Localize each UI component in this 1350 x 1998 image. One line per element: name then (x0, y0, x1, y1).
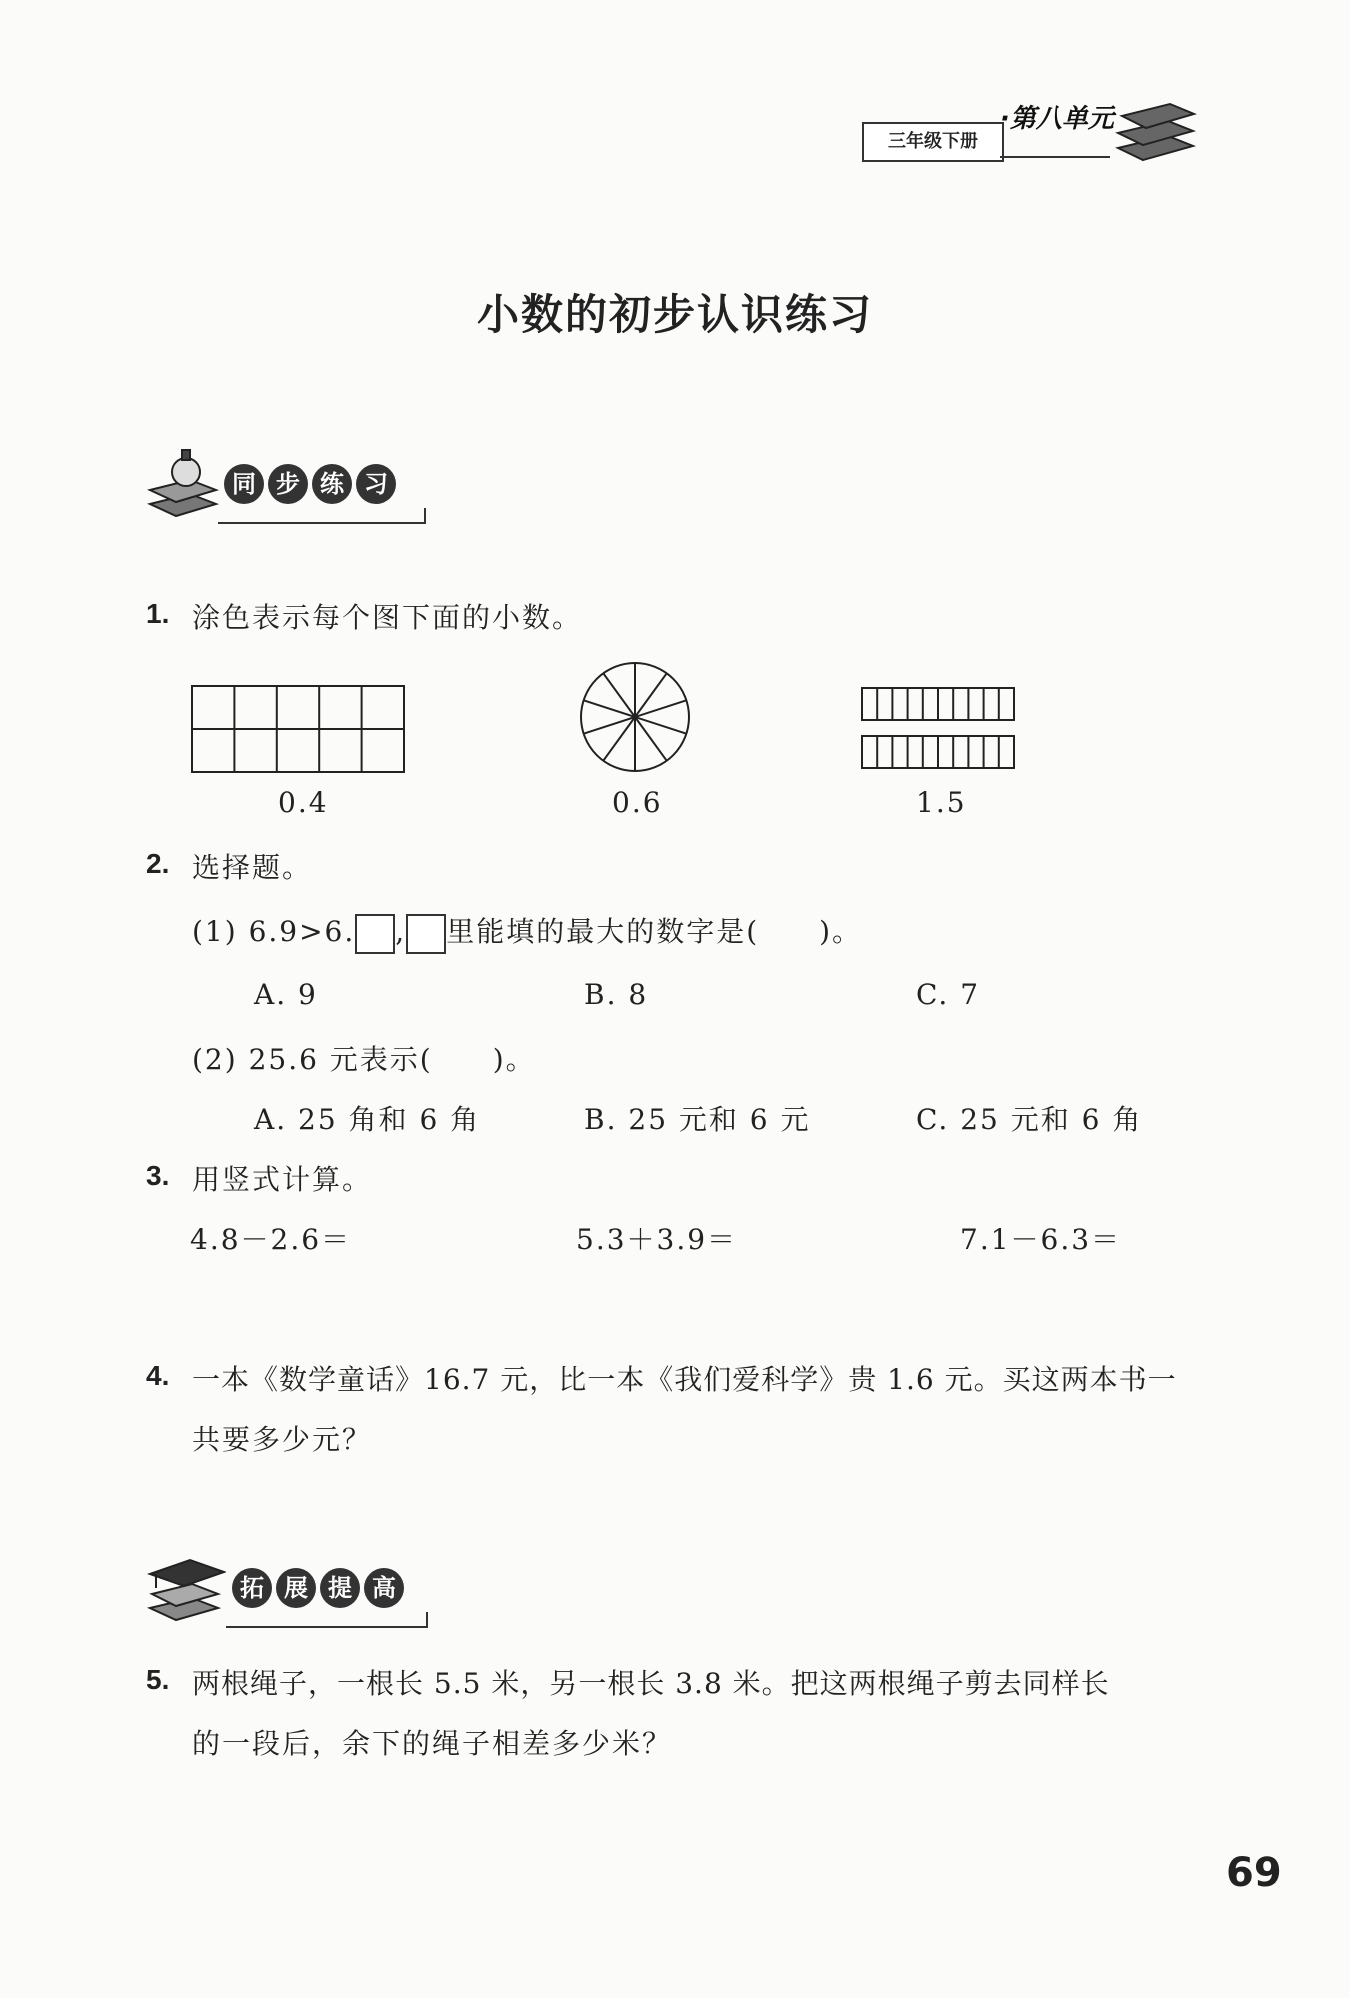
option-a[interactable]: A. 9 (254, 978, 318, 1011)
answer-box[interactable] (406, 914, 446, 954)
question-text-line2: 共要多少元？ (192, 1423, 373, 1456)
subquestion-2: (2) 25.6 元表示( )。 (192, 1043, 536, 1076)
option-c[interactable]: C. 25 元和 6 角 (916, 1103, 1143, 1136)
question-text: 用竖式计算。 (192, 1163, 373, 1196)
option-a[interactable]: A. 25 角和 6 角 (254, 1103, 481, 1136)
question-number: 4. (146, 1360, 170, 1391)
banner-char: 高 (364, 1568, 404, 1608)
grid-diagram[interactable] (190, 684, 406, 774)
banner-char: 步 (268, 464, 308, 504)
graduation-cap-icon (146, 1548, 226, 1628)
section-banner-sync (224, 464, 396, 504)
subquestion-text: 里能填的最大的数字是( )。 (446, 915, 863, 948)
banner-underline (226, 1612, 428, 1628)
section-banner-extend (232, 1568, 404, 1608)
option-b[interactable]: B. 25 元和 6 元 (584, 1103, 811, 1136)
unit-label: ·第八单元 (1000, 104, 1114, 134)
question-text-line1: 两根绳子，一根长 5.5 米，另一根长 3.8 米。把这两根绳子剪去同样长 (192, 1667, 1110, 1700)
banner-char: 同 (224, 464, 264, 504)
question-text-line2: 的一段后，余下的绳子相差多少米？ (192, 1727, 673, 1760)
banner-char: 拓 (232, 1568, 272, 1608)
expression: 5.3＋3.9＝ (576, 1223, 738, 1256)
circle-diagram[interactable] (578, 660, 692, 774)
question-text-line1: 一本《数学童话》16.7 元，比一本《我们爱科学》贵 1.6 元。买这两本书一 (192, 1363, 1177, 1396)
option-b[interactable]: B. 8 (584, 978, 649, 1011)
question-number: 3. (146, 1160, 170, 1191)
banner-char: 习 (356, 464, 396, 504)
subquestion-1 (192, 910, 862, 954)
page-number: 69 (1226, 1850, 1282, 1896)
question-number: 2. (146, 848, 170, 879)
diagram-label: 0.4 (278, 786, 329, 819)
banner-char: 展 (276, 1568, 316, 1608)
question-number: 5. (146, 1664, 170, 1695)
books-lamp-icon (146, 446, 220, 526)
option-c[interactable]: C. 7 (916, 978, 981, 1011)
separator: , (395, 915, 407, 948)
question-text: 涂色表示每个图下面的小数。 (192, 601, 583, 634)
subquestion-text: (1) 6.9>6. (192, 915, 356, 948)
bar-diagram[interactable] (860, 686, 1016, 772)
question-text: 选择题。 (192, 851, 313, 884)
expression: 7.1－6.3＝ (960, 1223, 1122, 1256)
grade-label: 三年级下册 (862, 122, 1004, 162)
diagram-label: 1.5 (916, 786, 967, 819)
books-icon (1108, 88, 1198, 168)
banner-char: 练 (312, 464, 352, 504)
question-number: 1. (146, 598, 170, 629)
banner-underline (218, 508, 426, 524)
diagram-label: 0.6 (612, 786, 663, 819)
expression: 4.8－2.6＝ (190, 1223, 352, 1256)
banner-char: 提 (320, 1568, 360, 1608)
page-title: 小数的初步认识练习 (476, 290, 873, 339)
header-underline (1000, 156, 1110, 158)
answer-box[interactable] (355, 914, 395, 954)
